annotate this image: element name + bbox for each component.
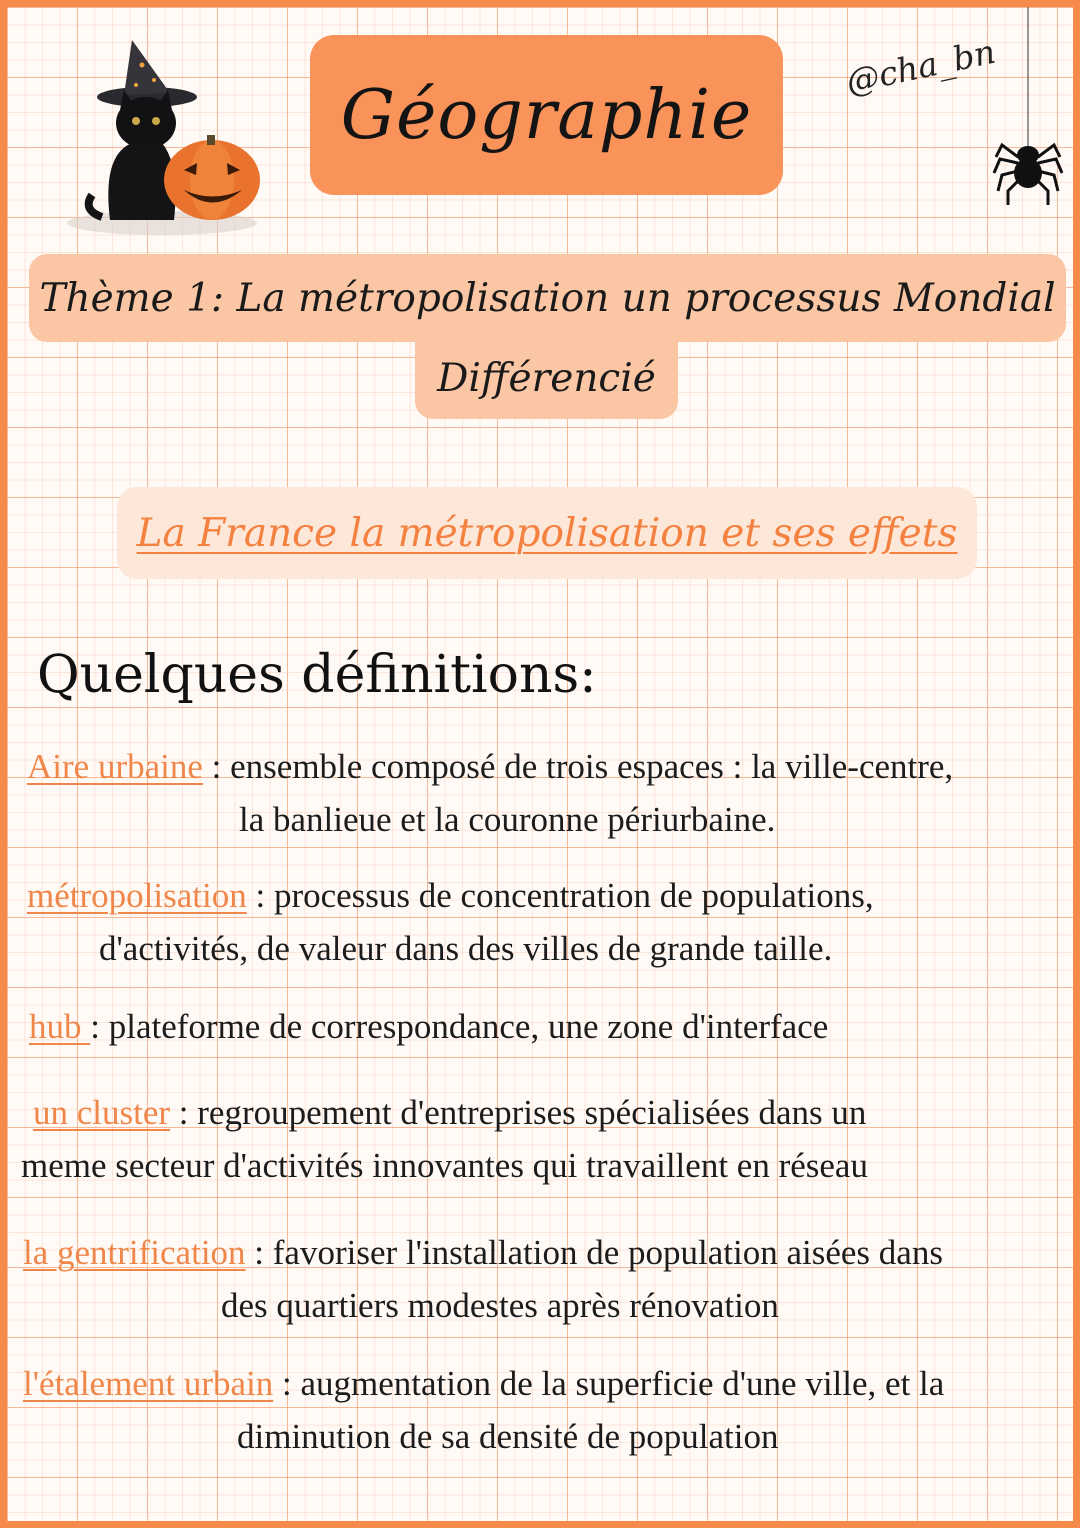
definition-continuation: des quartiers modestes après rénovation [221, 1286, 779, 1325]
definition-text: favoriser l'installation de population aisées dans [272, 1233, 943, 1272]
definition-etalement-urbain [23, 1358, 944, 1410]
theme-banner [29, 254, 1066, 342]
separator: : [273, 1364, 301, 1403]
definition-continuation: diminution de sa densité de population [237, 1417, 779, 1456]
page-title: Géographie [340, 75, 753, 155]
definition-continuation: meme secteur d'activités innovantes qui travaillent en réseau [21, 1146, 868, 1185]
subtitle: La France la métropolisation et ses effets [136, 510, 958, 556]
definitions-heading: Quelques définitions: [37, 645, 597, 705]
subtitle-box [117, 487, 977, 579]
definition-text: processus de concentration de populations, [273, 876, 874, 915]
separator: : [246, 876, 274, 915]
black-cat-pumpkin-icon [62, 35, 267, 235]
definition-aire-urbaine [27, 741, 953, 793]
separator: : [202, 747, 231, 786]
definition-hub [29, 1001, 828, 1053]
definition-continuation: la banlieue et la couronne périurbaine. [239, 800, 776, 839]
definition-text: augmentation de la superficie d'une ville, et la [300, 1364, 945, 1403]
theme-line-1: Thème 1: La métropolisation un processus Mondial [39, 275, 1056, 321]
spider-icon [990, 7, 1066, 212]
term: métropolisation [27, 876, 247, 915]
separator: : [245, 1233, 273, 1272]
definition-metropolisation [27, 870, 874, 922]
separator: : [170, 1093, 198, 1132]
author-handle: @cha_bn [842, 31, 999, 102]
title-box [310, 35, 783, 195]
term: l'étalement urbain [23, 1364, 274, 1403]
definition-text: plateforme de correspondance, une zone d'interface [108, 1007, 829, 1046]
theme-line-2: Différencié [437, 355, 656, 401]
theme-banner-tab [415, 337, 678, 419]
definition-continuation: d'activités, de valeur dans des villes de grande taille. [99, 929, 833, 968]
definition-text: regroupement d'entreprises spécialisées dans un [197, 1093, 867, 1132]
term: un cluster [33, 1093, 171, 1132]
term: la gentrification [23, 1233, 246, 1272]
definition-cluster [33, 1087, 866, 1139]
term: Aire urbaine [27, 747, 203, 786]
term: hub [29, 1007, 91, 1046]
definition-gentrification [23, 1227, 943, 1279]
definition-text: ensemble composé de trois espaces : la ville-centre, [230, 747, 954, 786]
separator: : [90, 1007, 109, 1046]
